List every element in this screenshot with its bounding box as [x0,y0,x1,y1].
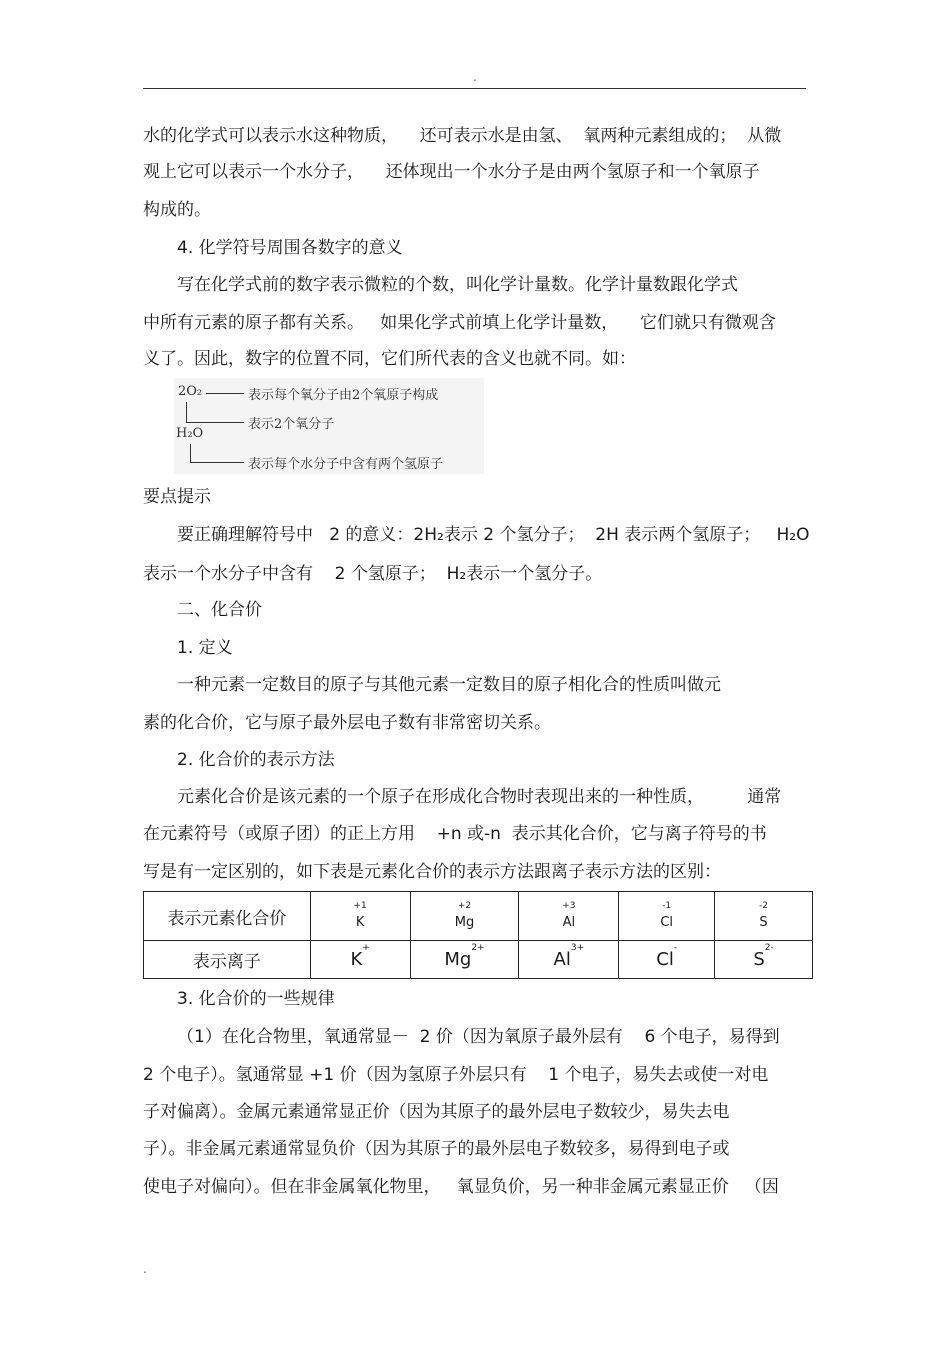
ion-charge: 2+ [471,943,485,954]
ion-cell [519,941,619,979]
paragraph-line: （1）在化合物里，氧通常显－ 2 价（因为氧原子最外层有 6 个电子，易得到 [177,1027,780,1047]
ion-charge: + [362,943,370,954]
valence-sign: -2 [759,900,769,911]
diagram-label: 表示每个氧分子由2个氧原子构成 [248,388,439,403]
ion-cell [310,941,410,979]
section-heading: 3. 化合价的一些规律 [177,989,335,1009]
diagram-connector [186,402,187,422]
row-header: 表示元素化合价 [144,892,311,941]
valence-sign: +3 [562,900,576,911]
ion-cell [410,941,519,979]
section-heading: 4. 化学符号周围各数字的意义 [177,238,403,258]
section-heading: 二、化合价 [177,600,262,620]
valence-table [143,891,813,979]
valence-sign: +1 [353,900,367,911]
table-row [144,941,813,979]
row-header: 表示离子 [144,941,311,979]
paragraph-line: 2 个电子）。氢通常显 +1 价（因为氢原子外层只有 1 个电子，易失去或使一对电 [143,1065,769,1085]
ion-symbol: Cl [656,949,674,970]
diagram-formula-2o2: 2O₂ [178,384,203,399]
ion-symbol: K [350,949,363,970]
diagram-label: 表示每个水分子中含有两个氢原子 [248,457,444,472]
diagram-connector [190,444,191,462]
element-symbol: K [355,914,365,930]
valence-sign: +2 [457,900,472,911]
diagram-formula-h2o: H₂O [176,426,204,441]
valence-cell [715,892,813,941]
footer-dot: . [143,1262,147,1276]
valence-cell [619,892,715,941]
header-rule [143,88,806,89]
paragraph-line: 水的化学式可以表示水这种物质， 还可表示水是由氢、 氧两种元素组成的； 从微 [143,126,782,146]
paragraph-line: 义了。因此，数字的位置不同，它们所代表的含义也就不同。如： [143,349,636,369]
paragraph-line: 素的化合价，它与原子最外层电子数有非常密切关系。 [143,713,551,733]
element-symbol: Mg [454,914,475,930]
ion-charge: 3+ [570,943,585,954]
paragraph-line: 表示一个水分子中含有 2 个氢原子； H₂表示一个氢分子。 [143,564,603,584]
paragraph-line: 使电子对偏向）。但在非金属氧化物里， 氧显负价，另一种非金属元素显正价 （因 [143,1177,779,1197]
notation-diagram [174,378,484,474]
paragraph-line: 观上它可以表示一个水分子， 还体现出一个水分子是由两个氢原子和一个氧原子 [143,162,760,182]
diagram-connector [186,422,244,423]
ion-cell [619,941,715,979]
valence-cell [519,892,619,941]
element-symbol: Cl [660,914,674,930]
paragraph-line: 元素化合价是该元素的一个原子在形成化合物时表现出来的一种性质， 通常 [177,787,782,807]
paragraph-line: 子对偏离）。金属元素通常显正价（因为其原子的最外层电子数较少，易失去电 [143,1102,730,1122]
section-heading: 1. 定义 [177,638,233,658]
paragraph-line: 要正确理解符号中 2 的意义：2H₂表示 2 个氢分子； 2H 表示两个氢原子； H₂O [177,525,810,545]
paragraph-line: 写是有一定区别的，如下表是元素化合价的表示方法跟离子表示方法的区别： [143,862,721,882]
valence-sign: -1 [662,900,672,911]
paragraph-line: 一种元素一定数目的原子与其他元素一定数目的原子相化合的性质叫做元 [177,675,721,695]
element-symbol: Al [562,914,576,930]
valence-cell [410,892,519,941]
valence-cell [310,892,410,941]
paragraph-line: 写在化学式前的数字表示微粒的个数，叫化学计量数。化学计量数跟化学式 [177,275,738,295]
paragraph-line: 子）。非金属元素通常显负价（因为其原子的最外层电子数较多，易得到电子或 [143,1139,730,1159]
ion-charge: - [673,943,678,954]
ion-cell [715,941,813,979]
diagram-connector [190,462,244,463]
paragraph-line: 构成的。 [143,200,211,220]
section-heading: 2. 化合价的表示方法 [177,750,335,770]
ion-charge: 2- [764,943,774,954]
ion-symbol: S [753,949,765,970]
header-dot: . [473,70,477,84]
paragraph-line: 中所有元素的原子都有关系。 如果化学式前填上化学计量数， 它们就只有微观含 [143,313,776,333]
diagram-connector [206,393,244,394]
paragraph-line: 在元素符号（或原子团）的正上方用 +n 或-n 表示其化合价，它与离子符号的书 [143,824,767,844]
diagram-label: 表示2个氧分子 [248,417,335,432]
ion-symbol: Al [553,949,571,970]
element-symbol: S [759,914,768,930]
ion-symbol: Mg [444,949,472,970]
table-row [144,892,813,941]
tip-title: 要点提示 [143,487,211,507]
